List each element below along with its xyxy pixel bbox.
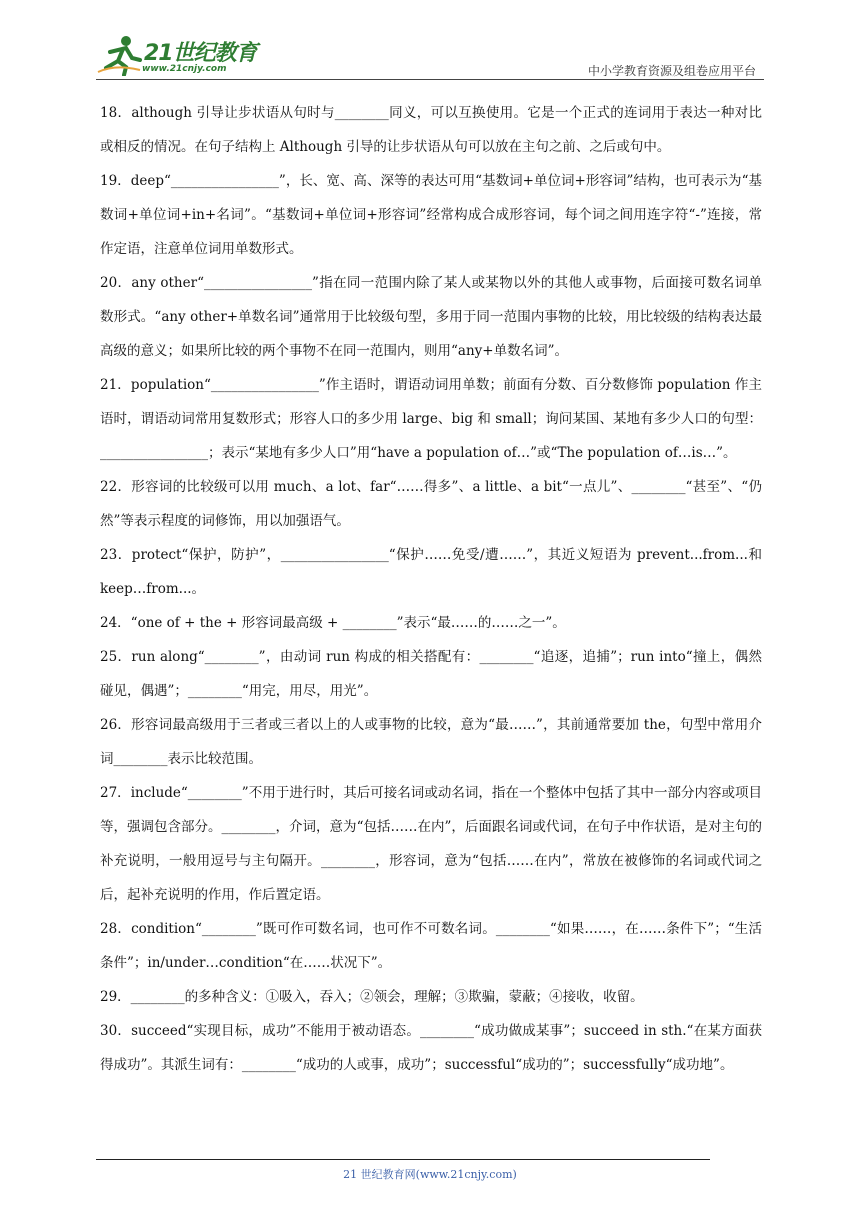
- site-logo: [96, 34, 266, 78]
- list-item: [100, 912, 762, 980]
- page-header: [96, 30, 764, 80]
- item-text: 24．“one of + the + 形容词最高级 + ________”表示“最……的……之一”。: [100, 615, 566, 631]
- item-text: 27．include“________”不用于进行时，其后可接名词或动名词，指在一个整体中包括了其中一部分内容或项目等，强调包含部分。________，介词，意为“包括……在内”，后面跟名词或代词，在句子中作状语，是对主句的补充说明，一般用逗号与主句隔开。________，形容词，意为“包括……在内”，常放在被修饰的名词或代词之后，起补充说明的作用，作后置定语。: [100, 785, 762, 903]
- item-text: 29．________的多种含义：①吸入，吞入；②领会，理解；③欺骗，蒙蔽；④接收，收留。: [100, 989, 644, 1005]
- list-item: [100, 164, 762, 266]
- list-item: [100, 606, 762, 640]
- list-item: [100, 776, 762, 912]
- item-text: 23．protect“保护，防护”，________________“保护……免受/遭……”，其近义短语为 prevent...from...和 keep…from...。: [100, 547, 762, 597]
- list-item: [100, 266, 762, 368]
- platform-name: 中小学教育资源及组卷应用平台: [587, 64, 756, 78]
- item-text: 20．any other“________________”指在同一范围内除了某人或某物以外的其他人或事物，后面接可数名词单数形式。“any other+单数名词”通常用于比较级句型，多用于同一范围内事物的比较，用比较级的结构表达最高级的意义；如果所比较的两个事物不在同一范围内，则用“any+单数名词”。: [100, 275, 762, 359]
- list-item: [100, 368, 762, 470]
- list-item: [100, 1014, 762, 1082]
- logo-text: 21世纪教育: [144, 41, 257, 66]
- list-item: [100, 470, 762, 538]
- item-text: 22．形容词的比较级可以用 much、a lot、far“……得多”、a little、a bit“一点儿”、________“甚至”、“仍然”等表示程度的词修饰，用以加强语气。: [100, 479, 762, 529]
- list-item: [100, 96, 762, 164]
- list-item: [100, 980, 762, 1014]
- header-divider: [96, 79, 764, 80]
- item-text: 28．condition“________”既可作可数名词，也可作不可数名词。________“如果……，在……条件下”；“生活条件”；in/under…condition“在……状况下”。: [100, 921, 762, 971]
- page-footer: 21 世纪教育网(www.21cnjy.com): [343, 1168, 517, 1181]
- list-item: [100, 708, 762, 776]
- question-list: [100, 96, 762, 1082]
- item-text: 19．deep“________________”，长、宽、高、深等的表达可用“基数词+单位词+形容词”结构，也可表示为“基数词+单位词+in+名词”。“基数词+单位词+形容词”经常构成合成形容词，每个词之间用连字符“-”连接，常作定语，注意单位词用单数形式。: [100, 173, 762, 257]
- list-item: [100, 538, 762, 606]
- runner-logo-icon: [96, 34, 142, 76]
- item-text: 30．succeed“实现目标，成功”不能用于被动语态。________“成功做成某事”；succeed in sth.“在某方面获得成功”。其派生词有：________“成功的人或事，成功”；successful“成功的”；successfully“成功地”。: [100, 1023, 762, 1073]
- item-text: 21．population“________________”作主语时，谓语动词用单数；前面有分数、百分数修饰 population 作主语时，谓语动词常用复数形式；形容人口的多少用 large、big 和 small；询问某国、某地有多少人口的句型：________________；表示“某地有多少人口”用“have a population of…”或“The population of…is…”。: [100, 377, 762, 461]
- list-item: [100, 640, 762, 708]
- footer-divider: [96, 1159, 710, 1160]
- item-text: 18．although 引导让步状语从句时与________同义，可以互换使用。它是一个正式的连词用于表达一种对比或相反的情况。在句子结构上 Although 引导的让步状语从句可以放在主句之前、之后或句中。: [100, 105, 762, 155]
- logo-url: www.21cnjy.com: [142, 64, 227, 74]
- item-text: 25．run along“________”，由动词 run 构成的相关搭配有：________“追逐，追捕”；run into“撞上，偶然碰见，偶遇”；________“用完，用尽，用光”。: [100, 649, 762, 699]
- item-text: 26．形容词最高级用于三者或三者以上的人或事物的比较，意为“最……”，其前通常要加 the，句型中常用介词________表示比较范围。: [100, 717, 762, 767]
